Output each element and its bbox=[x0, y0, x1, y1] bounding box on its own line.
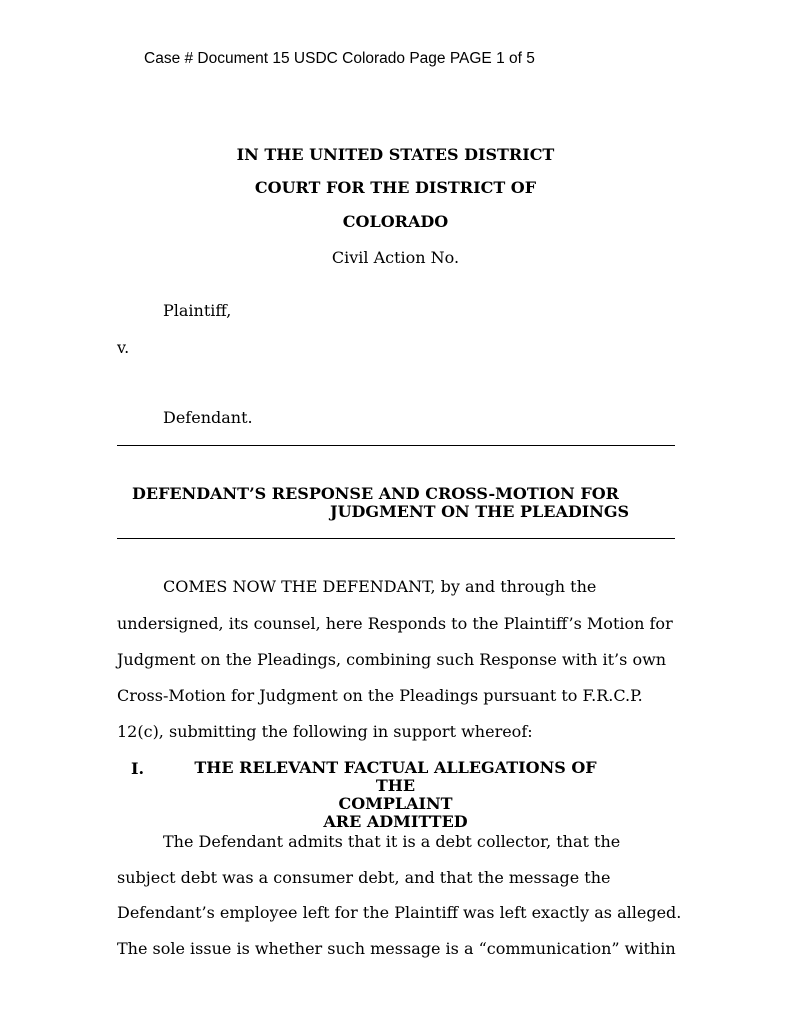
versus-label: v. bbox=[117, 338, 130, 357]
section-body-line: Defendant’s employee left for the Plaintiff was left exactly as alleged. bbox=[117, 903, 682, 922]
section-heading bbox=[178, 759, 613, 831]
intro-line: Cross-Motion for Judgment on the Pleadings pursuant to F.R.C.P. bbox=[117, 686, 643, 705]
intro-line: COMES NOW THE DEFENDANT, by and through the bbox=[163, 577, 597, 596]
section-body-line: subject debt was a consumer debt, and that the message the bbox=[117, 868, 611, 887]
section-heading-line-3: ARE ADMITTED bbox=[323, 812, 468, 831]
document-title-line-1: DEFENDANT’S RESPONSE AND CROSS-MOTION FOR bbox=[132, 484, 619, 503]
defendant-label: Defendant. bbox=[163, 408, 253, 427]
civil-action-number: Civil Action No. bbox=[331, 248, 460, 267]
court-name-line-1: IN THE UNITED STATES DISTRICT bbox=[236, 145, 555, 164]
intro-line: 12(c), submitting the following in support whereof: bbox=[117, 722, 533, 741]
court-name-line-2: COURT FOR THE DISTRICT OF bbox=[254, 178, 537, 197]
section-heading-line-1: THE RELEVANT FACTUAL ALLEGATIONS OF THE bbox=[194, 758, 597, 795]
plaintiff-label: Plaintiff, bbox=[163, 301, 232, 320]
section-number: I. bbox=[131, 759, 145, 778]
section-body-line: The Defendant admits that it is a debt collector, that the bbox=[163, 832, 621, 851]
running-header: Case # Document 15 USDC Colorado Page PAGE 1 of 5 bbox=[144, 50, 535, 67]
document-title-line-2: JUDGMENT ON THE PLEADINGS bbox=[330, 502, 630, 521]
caption-divider-top bbox=[117, 445, 675, 446]
court-name-line-3: COLORADO bbox=[342, 212, 449, 231]
intro-line: undersigned, its counsel, here Responds to the Plaintiff’s Motion for bbox=[117, 614, 673, 633]
section-heading-line-2: COMPLAINT bbox=[338, 794, 453, 813]
intro-line: Judgment on the Pleadings, combining such Response with it’s own bbox=[117, 650, 667, 669]
caption-divider-bottom bbox=[117, 538, 675, 539]
section-body-line: The sole issue is whether such message is a “communication” within bbox=[117, 939, 676, 958]
